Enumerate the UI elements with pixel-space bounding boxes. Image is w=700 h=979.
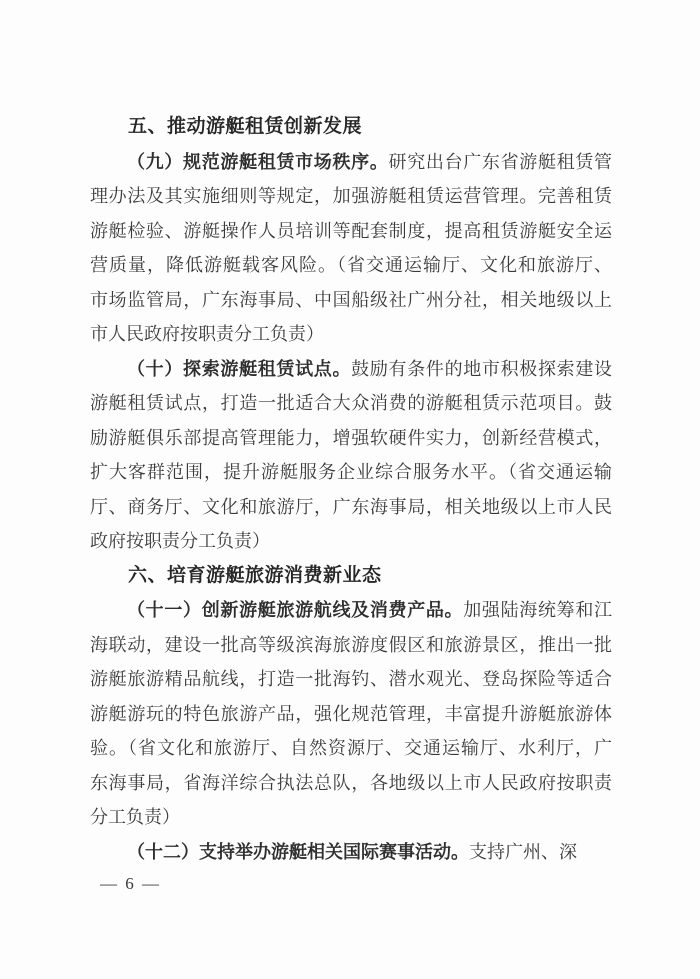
section-heading-5: 五、推动游艇租赁创新发展 [128, 116, 363, 137]
paragraph-line [90, 455, 612, 490]
paragraph-line [90, 490, 612, 525]
line-text: 分工负责） [90, 807, 180, 827]
section-heading-6: 六、培育游艇旅游消费新业态 [128, 564, 382, 586]
paragraph-item-11 [90, 593, 612, 835]
paragraph-item-9 [90, 145, 612, 352]
paragraph-line [90, 283, 612, 318]
line-text: 市人民政府按职责分工负责） [90, 324, 324, 344]
document-body [90, 110, 612, 869]
line-text: 扩大客群范围，提升游艇服务企业综合服务水平。（省交通运输 [90, 462, 612, 482]
line-text: 东海事局，省海洋综合执法总队，各地级以上市人民政府按职责 [90, 772, 612, 793]
paragraph-line [90, 317, 612, 352]
line-text: 市场监管局，广东海事局、中国船级社广州分社，相关地级以上 [90, 289, 612, 310]
line-text: 游艇租赁试点，打造一批适合大众消费的游艇租赁示范项目。鼓 [90, 393, 612, 413]
item-lead: （九）规范游艇租赁市场秩序。 [127, 151, 389, 172]
paragraph-line [90, 662, 612, 697]
paragraph-item-12 [90, 835, 612, 870]
paragraph-line [90, 800, 612, 835]
paragraph-line [90, 593, 612, 628]
paragraph-line [90, 731, 612, 766]
line-text: 励游艇俱乐部提高管理能力，增强软硬件实力，创新经营模式， [90, 427, 612, 448]
line-text: 验。（省文化和旅游厅、自然资源厅、交通运输厅、水利厅，广 [90, 738, 612, 758]
paragraph-line [90, 352, 612, 387]
line-text: 营质量，降低游艇载客风险。（省交通运输厅、文化和旅游厅、 [90, 255, 612, 275]
paragraph-line [90, 835, 612, 870]
item-lead: （十一）创新游艇旅游航线及消费产品。 [127, 600, 464, 620]
line-text: 政府按职责分工负责） [90, 531, 270, 551]
paragraph-line [90, 214, 612, 249]
line-text: 游艇游玩的特色旅游产品，强化规范管理，丰富提升游艇旅游体 [90, 703, 612, 724]
paragraph-line [90, 524, 612, 559]
line-text: 支持广州、深 [469, 841, 577, 862]
paragraph-item-10 [90, 352, 612, 559]
page-number: — 6 — [100, 874, 161, 893]
paragraph-line [90, 421, 612, 456]
paragraph-line [90, 766, 612, 801]
paragraph-line [90, 248, 612, 283]
paragraph-line [90, 145, 612, 180]
line-text: 游艇旅游精品航线，打造一批海钓、潜水观光、登岛探险等适合 [90, 669, 612, 689]
line-text: 加强陆海统筹和江 [463, 600, 613, 620]
paragraph-line [90, 179, 612, 214]
item-lead: （十二）支持举办游艇相关国际赛事活动。 [127, 841, 469, 862]
line-text: 研究出台广东省游艇租赁管 [388, 151, 613, 172]
line-text: 海联动，建设一批高等级滨海旅游度假区和旅游景区，推出一批 [90, 634, 612, 655]
line-text: 游艇检验、游艇操作人员培训等配套制度，提高租赁游艇安全运 [90, 220, 612, 241]
paragraph-line [90, 697, 612, 732]
item-lead: （十）探索游艇租赁试点。 [127, 358, 352, 379]
line-text: 理办法及其实施细则等规定，加强游艇租赁运营管理。完善租赁 [90, 186, 612, 206]
line-text: 鼓励有条件的地市积极探索建设 [351, 358, 613, 379]
paragraph-line [90, 386, 612, 421]
line-text: 厅、商务厅、文化和旅游厅，广东海事局，相关地级以上市人民 [90, 496, 612, 517]
paragraph-line [90, 628, 612, 663]
